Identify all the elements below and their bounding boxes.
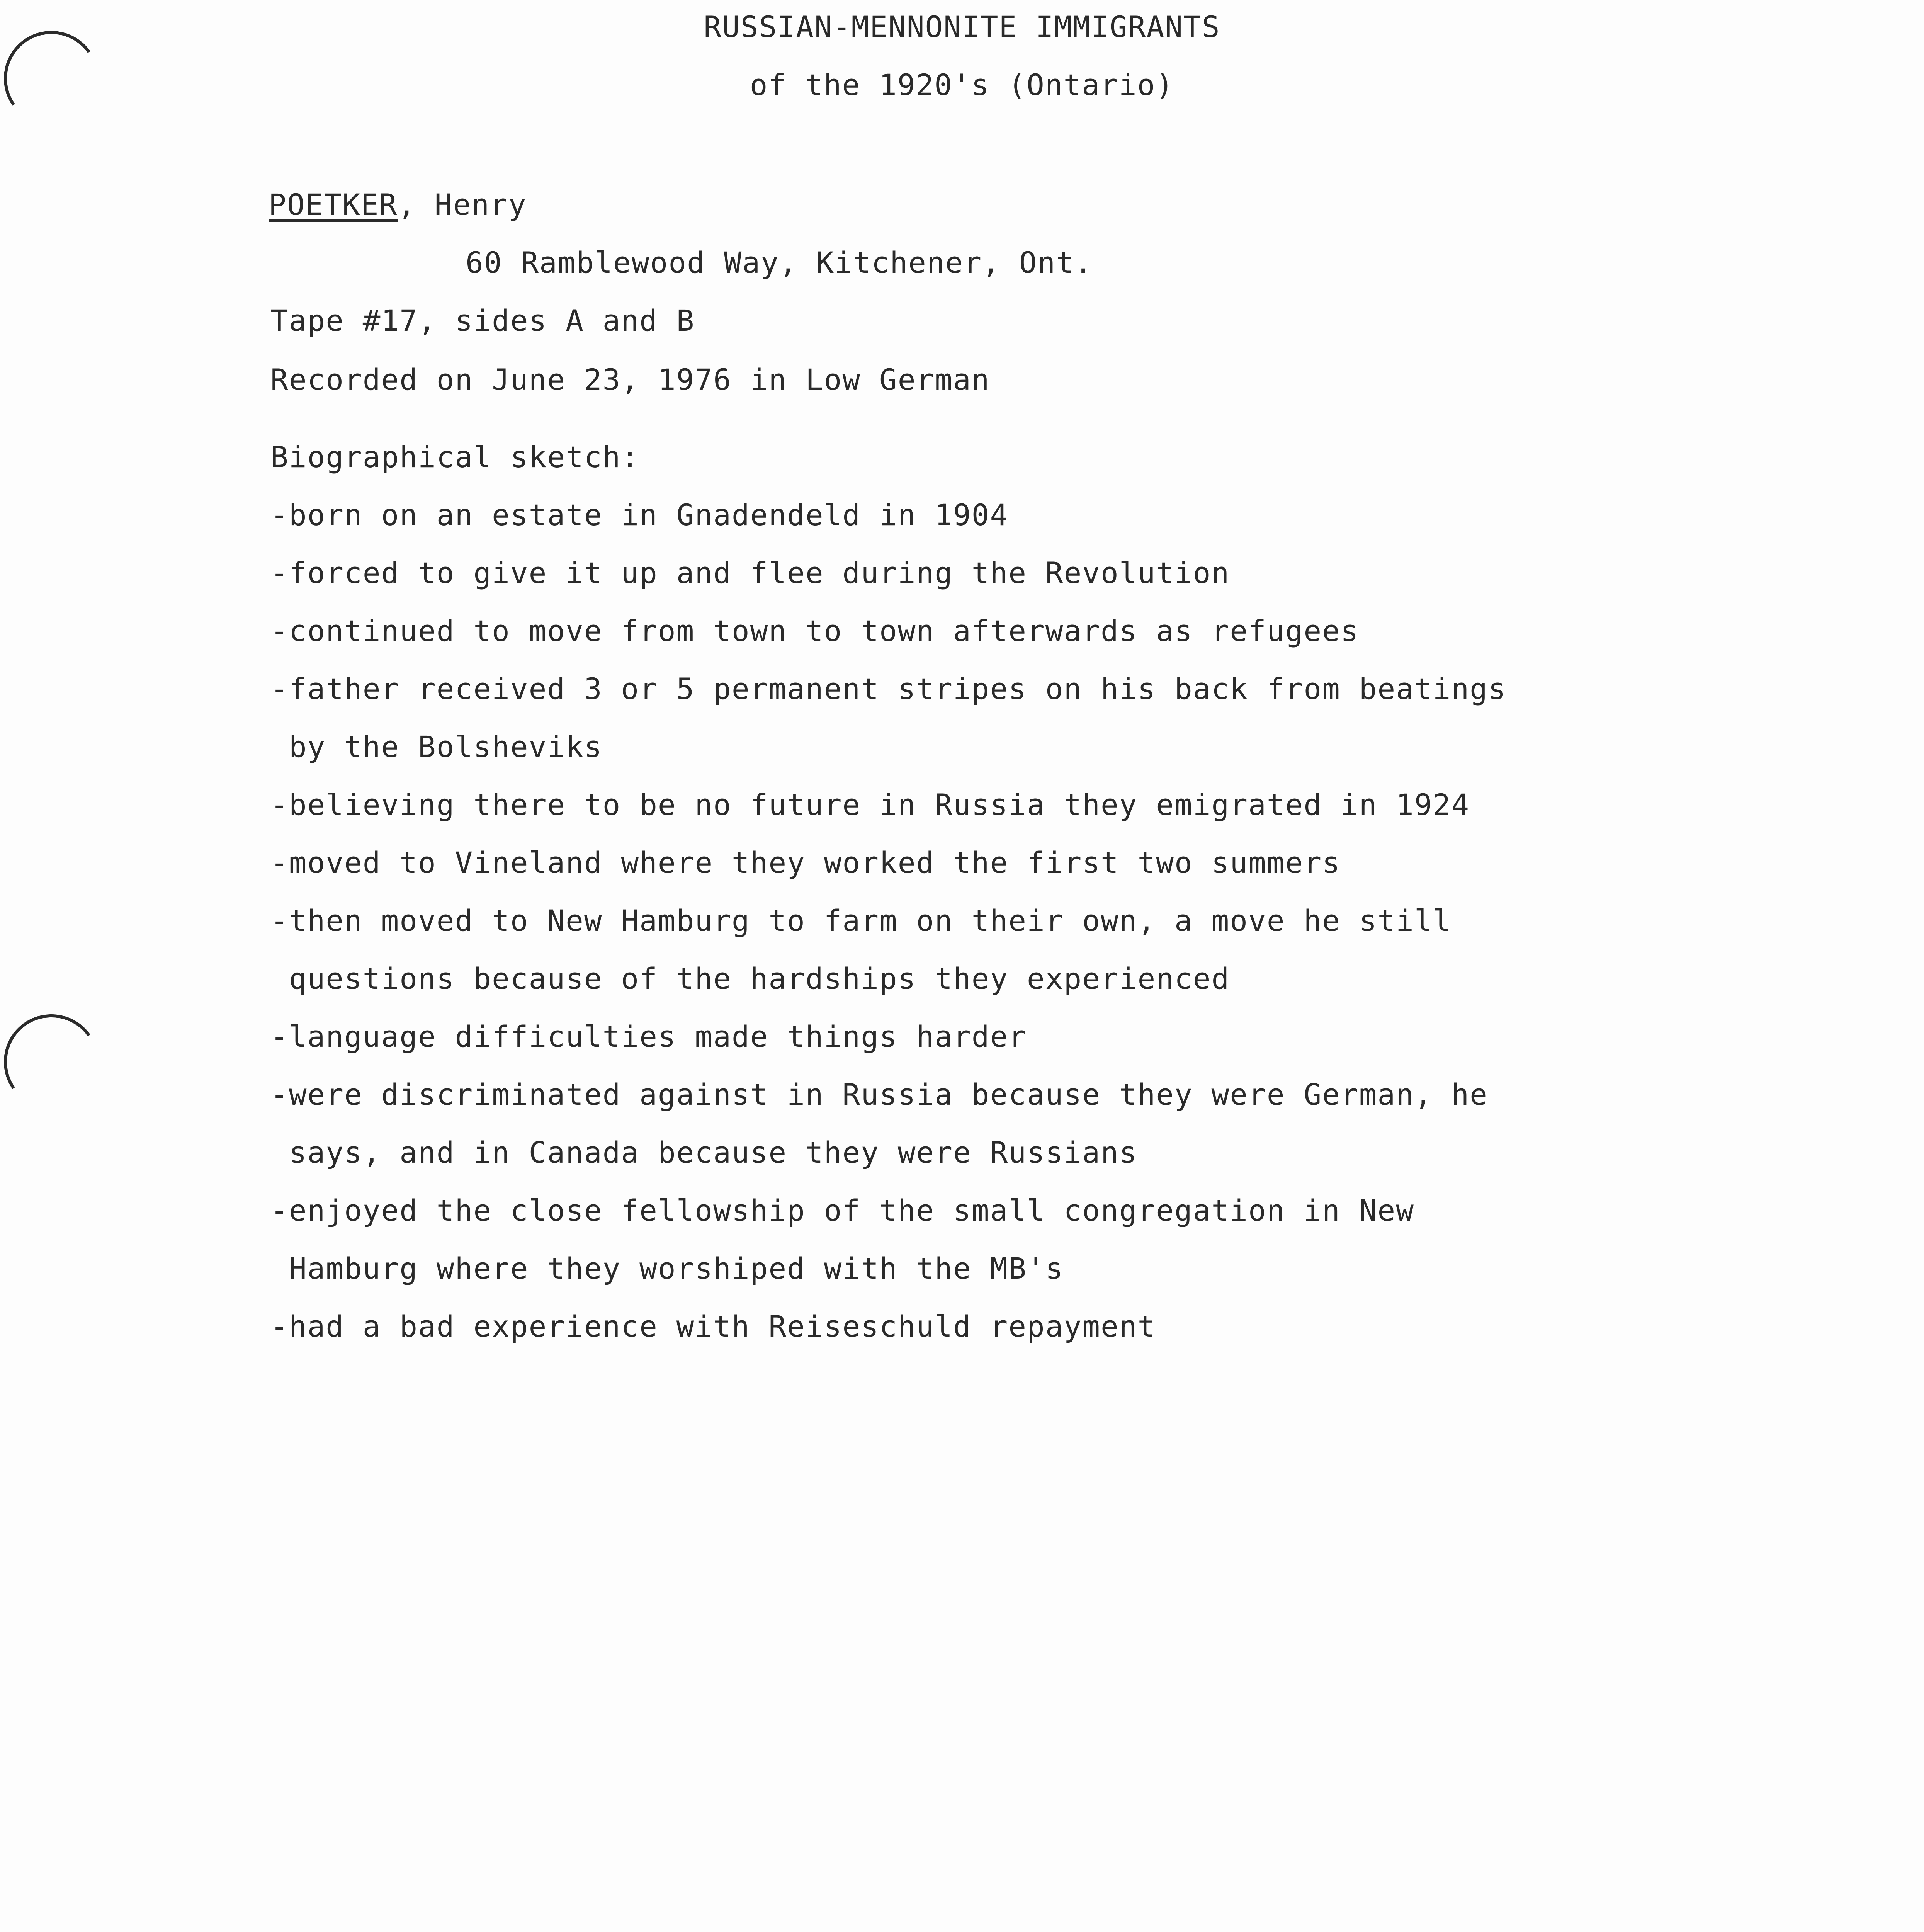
sketch-heading: Biographical sketch:	[270, 440, 640, 474]
document-title: RUSSIAN-MENNONITE IMMIGRANTS	[704, 10, 1220, 44]
given-name: , Henry	[398, 187, 527, 222]
sketch-line: -forced to give it up and flee during the Revolution	[270, 556, 1230, 590]
name-line	[269, 187, 527, 222]
sketch-line: -were discriminated against in Russia because they were German, he	[270, 1077, 1488, 1112]
punch-hole-middle	[0, 1007, 106, 1117]
sketch-line: -continued to move from town to town afterwards as refugees	[270, 614, 1359, 648]
sketch-line: -language difficulties made things harder	[270, 1019, 1027, 1054]
sketch-line: -believing there to be no future in Russia they emigrated in 1924	[270, 787, 1470, 822]
tape-line: Tape #17, sides A and B	[270, 303, 695, 338]
sketch-line: -father received 3 or 5 permanent stripes on his back from beatings	[270, 672, 1507, 706]
sketch-line: -then moved to New Hamburg to farm on their own, a move he still	[270, 903, 1451, 938]
recorded-line: Recorded on June 23, 1976 in Low German	[270, 362, 990, 397]
sketch-line-continuation: by the Bolsheviks	[270, 730, 603, 764]
address-line: 60 Ramblewood Way, Kitchener, Ont.	[466, 245, 1093, 280]
surname: POETKER	[269, 187, 398, 222]
sketch-line-continuation: Hamburg where they worshiped with the MB's	[270, 1251, 1064, 1286]
sketch-line: -moved to Vineland where they worked the first two summers	[270, 845, 1341, 880]
document-subtitle: of the 1920's (Ontario)	[750, 68, 1174, 102]
sketch-line: -had a bad experience with Reiseschuld repayment	[270, 1309, 1156, 1344]
sketch-line: -enjoyed the close fellowship of the small congregation in New	[270, 1193, 1414, 1228]
sketch-line-continuation: questions because of the hardships they experienced	[270, 961, 1230, 996]
sketch-line-continuation: says, and in Canada because they were Russians	[270, 1135, 1138, 1170]
sketch-line: -born on an estate in Gnadendeld in 1904	[270, 498, 1009, 532]
